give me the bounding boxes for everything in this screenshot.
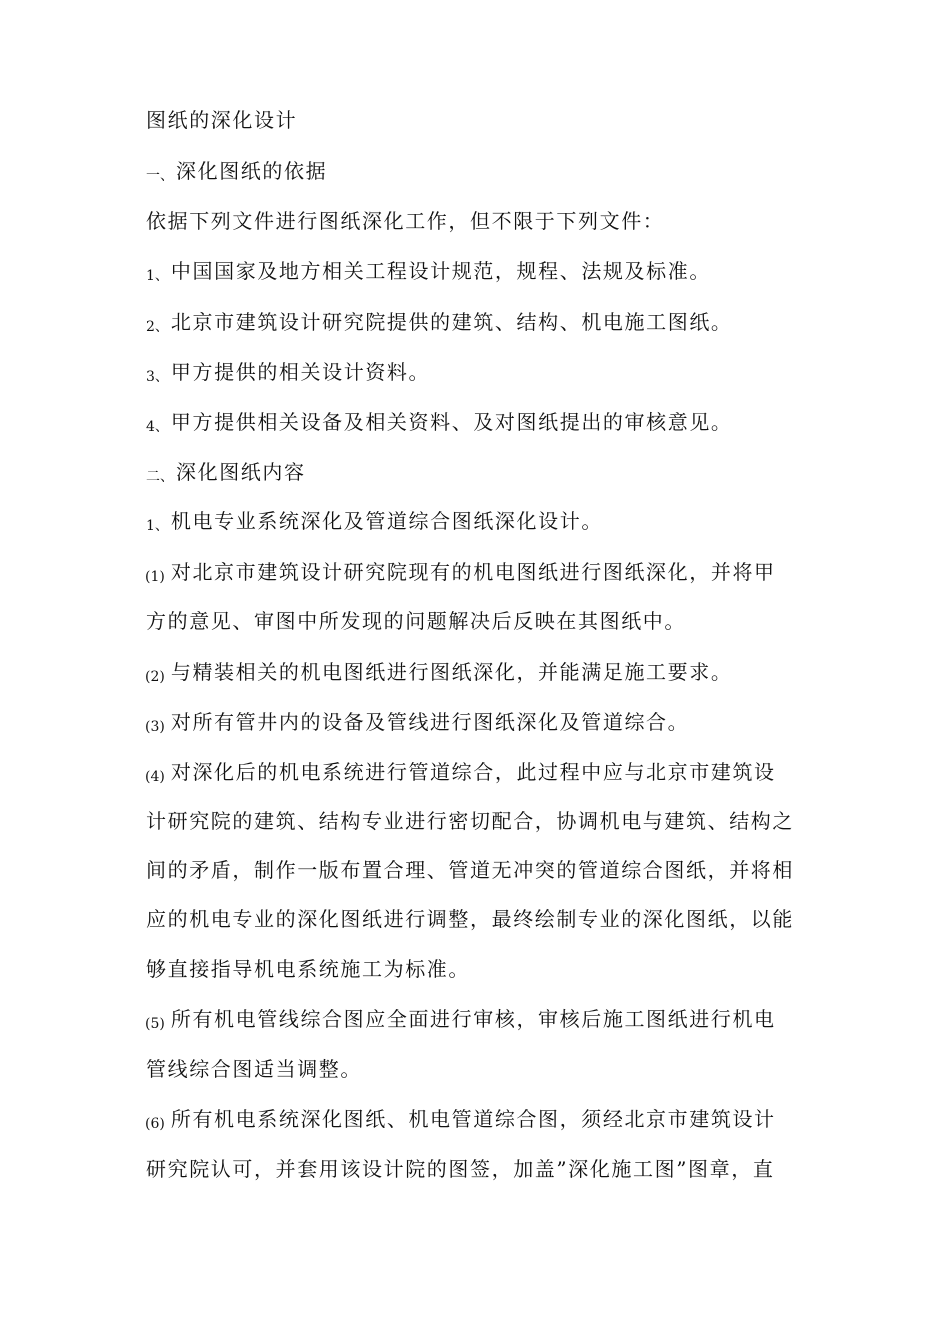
content-item-1: [146, 508, 603, 539]
sub-item-text: 间的矛盾，制作一版布置合理、管道无冲突的管道综合图纸，并将相: [146, 858, 794, 882]
sub-item-number: (4): [145, 769, 165, 785]
item-number: 3、: [146, 369, 169, 385]
section-title: 深化图纸内容: [176, 460, 306, 484]
item-number: 1、: [146, 518, 169, 534]
sub-item-text: 方的意见、审图中所发现的问题解决后反映在其图纸中。: [146, 609, 686, 633]
sub-item-number: (5): [145, 1016, 165, 1032]
sub-item-1-line-1: [146, 559, 776, 590]
doc-title-text: 图纸的深化设计: [146, 108, 298, 132]
sub-item-3-line-1: [146, 709, 689, 740]
item-text: 北京市建筑设计研究院提供的建筑、结构、机电施工图纸。: [170, 310, 733, 334]
item-text: 中国国家及地方相关工程设计规范，规程、法规及标准。: [170, 259, 711, 283]
sub-item-text: 所有机电管线综合图应全面进行审核，审核后施工图纸进行机电: [170, 1007, 776, 1031]
sub-item-text: 对所有管井内的设备及管线进行图纸深化及管道综合。: [170, 710, 690, 734]
sub-item-text: 应的机电专业的深化图纸进行调整，最终绘制专业的深化图纸，以能: [146, 907, 794, 931]
section-number: 一、: [146, 168, 174, 184]
sub-item-4-line-5: [146, 956, 470, 982]
doc-title: [146, 107, 297, 133]
sub-item-text: 所有机电系统深化图纸、机电管道综合图，须经北京市建筑设计: [170, 1107, 776, 1131]
sub-item-6-line-2: [146, 1156, 774, 1182]
sub-item-1-line-2: [146, 608, 686, 634]
sub-item-number: (1): [145, 569, 165, 585]
item-number: 2、: [146, 319, 169, 335]
sub-item-text: 管线综合图适当调整。: [146, 1057, 362, 1081]
section-heading-1: [146, 158, 327, 189]
sub-item-4-line-1: [146, 759, 776, 790]
sub-item-4-line-2: [146, 808, 794, 834]
sub-item-text: 够直接指导机电系统施工为标准。: [146, 957, 470, 981]
basis-item-4: [146, 409, 733, 440]
sub-item-text: 对北京市建筑设计研究院现有的机电图纸进行图纸深化，并将甲: [170, 560, 776, 584]
section-heading-2: [146, 459, 306, 490]
item-text: 甲方提供的相关设计资料。: [170, 360, 431, 384]
section-number: 二、: [146, 469, 174, 485]
sub-item-5-line-2: [146, 1056, 362, 1082]
basis-item-2: [146, 309, 733, 340]
sub-item-4-line-3: [146, 857, 794, 883]
sub-item-4-line-4: [146, 906, 794, 932]
sub-item-text: 研究院认可，并套用该设计院的图签，加盖”深化施工图”图章，直: [146, 1157, 775, 1181]
sub-item-number: (2): [145, 669, 165, 685]
item-text: 机电专业系统深化及管道综合图纸深化设计。: [170, 509, 603, 533]
sub-item-text: 计研究院的建筑、结构专业进行密切配合，协调机电与建筑、结构之: [146, 809, 794, 833]
sub-item-text: 对深化后的机电系统进行管道综合，此过程中应与北京市建筑设: [170, 760, 776, 784]
section-title: 深化图纸的依据: [176, 159, 328, 183]
item-number: 1、: [146, 268, 169, 284]
sub-item-2-line-1: [146, 659, 732, 690]
intro-text: 依据下列文件进行图纸深化工作，但不限于下列文件：: [146, 209, 665, 233]
basis-item-3: [146, 359, 430, 390]
sub-item-6-line-1: [146, 1106, 776, 1137]
item-number: 4、: [146, 419, 169, 435]
intro-paragraph: [146, 208, 664, 234]
basis-item-1: [146, 258, 711, 289]
sub-item-5-line-1: [146, 1006, 776, 1037]
item-text: 甲方提供相关设备及相关资料、及对图纸提出的审核意见。: [170, 410, 733, 434]
sub-item-number: (3): [145, 719, 165, 735]
sub-item-text: 与精装相关的机电图纸进行图纸深化，并能满足施工要求。: [170, 660, 733, 684]
sub-item-number: (6): [145, 1116, 165, 1132]
